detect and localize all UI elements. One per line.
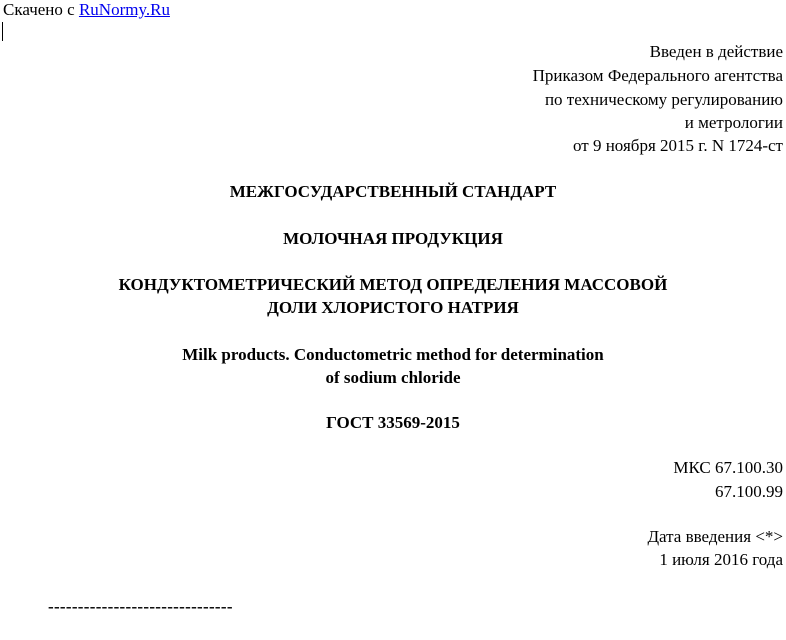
method-title-line-2: ДОЛИ ХЛОРИСТОГО НАТРИЯ xyxy=(267,298,519,317)
mks-code-2: 67.100.99 xyxy=(715,482,783,501)
gost-number: ГОСТ 33569-2015 xyxy=(326,413,460,432)
english-title-line-2: of sodium chloride xyxy=(325,368,461,387)
effective-date-label: Дата введения <*> xyxy=(647,527,783,546)
text-cursor xyxy=(2,22,3,41)
english-title-line-1: Milk products. Conductometric method for determination xyxy=(182,345,604,364)
footnote-separator: ------------------------------- xyxy=(48,597,233,616)
runormy-link[interactable]: RuNormy.Ru xyxy=(78,0,170,19)
method-title-line-1: КОНДУКТОМЕТРИЧЕСКИЙ МЕТОД ОПРЕДЕЛЕНИЯ МАССОВОЙ xyxy=(118,275,668,294)
enactment-line-5: от 9 ноября 2015 г. N 1724-ст xyxy=(573,136,783,155)
product-title: МОЛОЧНАЯ ПРОДУКЦИЯ xyxy=(283,229,503,248)
mks-code-1: МКС 67.100.30 xyxy=(673,458,783,477)
download-note xyxy=(3,0,170,20)
enactment-line-4: и метрологии xyxy=(684,113,783,132)
download-prefix: Скачено с xyxy=(3,0,79,19)
enactment-line-3: по техническому регулированию xyxy=(544,90,783,109)
standard-type-title: МЕЖГОСУДАРСТВЕННЫЙ СТАНДАРТ xyxy=(229,182,557,201)
enactment-line-1: Введен в действие xyxy=(649,42,783,61)
effective-date-value: 1 июля 2016 года xyxy=(659,550,783,569)
enactment-line-2: Приказом Федерального агентства xyxy=(532,66,783,85)
